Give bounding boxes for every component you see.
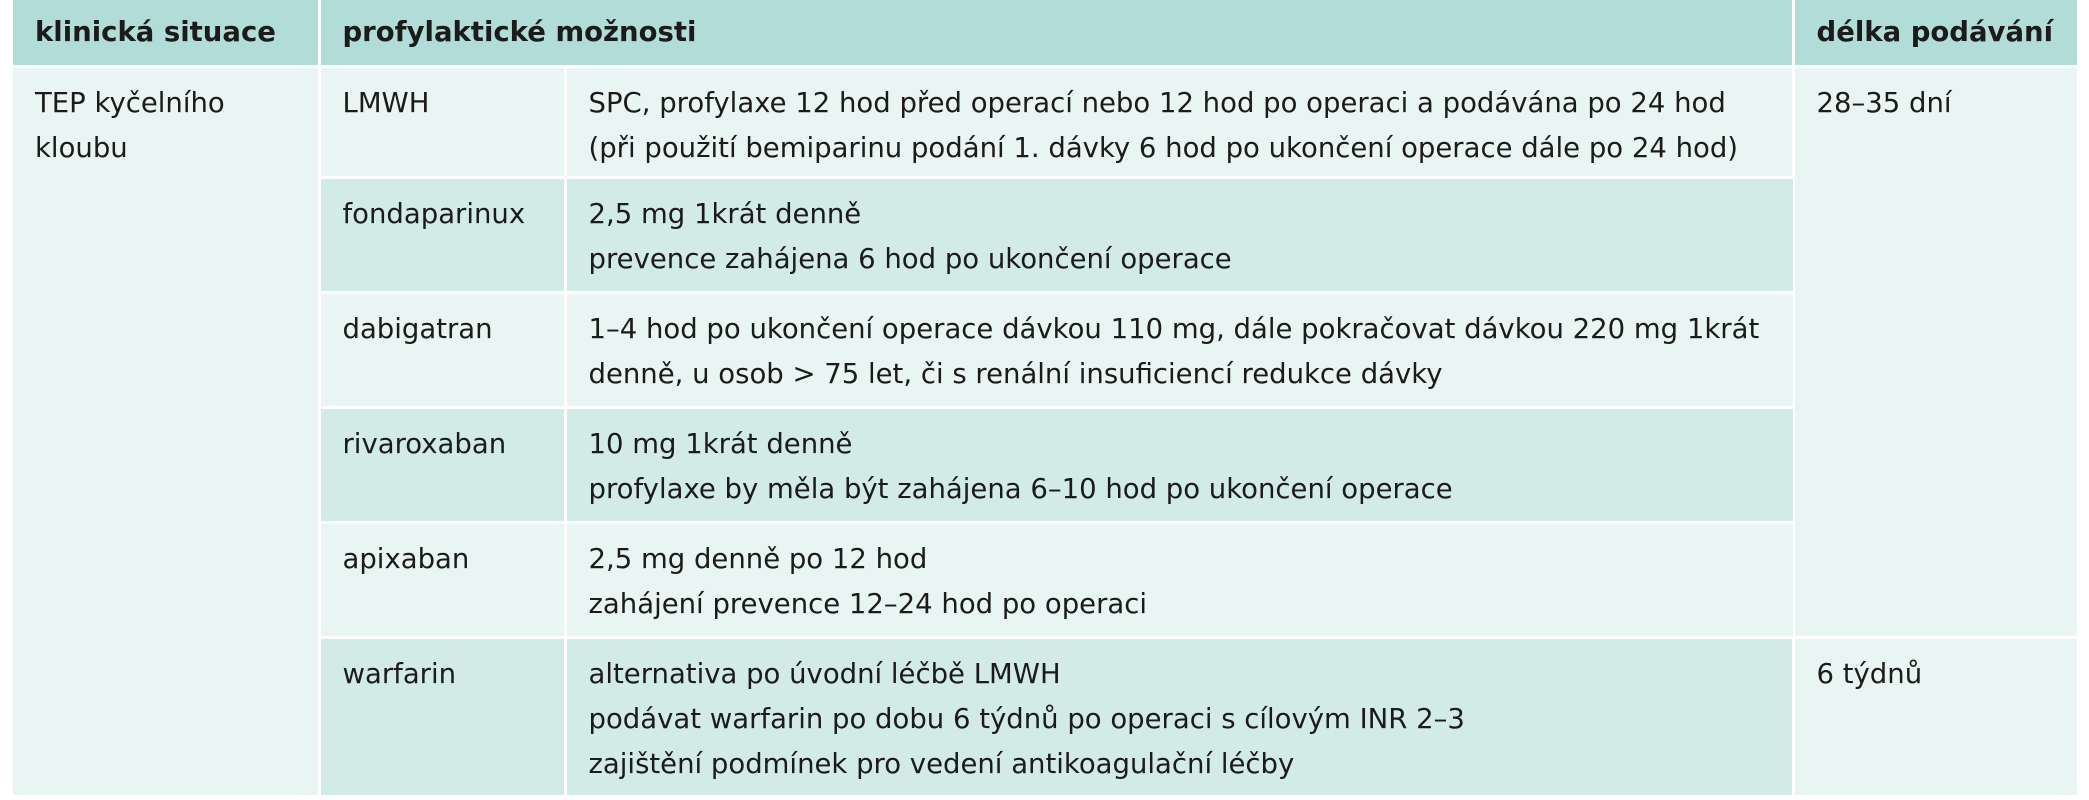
description-cell — [565, 293, 1793, 408]
description-cell — [565, 67, 1793, 178]
prophylaxis-table-container — [13, 0, 2077, 798]
description-line: profylaxe by měla být zahájena 6–10 hod po ukončení operace — [588, 473, 1453, 505]
description-cell — [565, 523, 1793, 638]
table-row — [13, 523, 2077, 638]
option-cell: warfarin — [319, 638, 565, 797]
description-cell — [565, 408, 1793, 523]
header-duration: délka podávání — [1793, 0, 2077, 67]
description-line: podávat warfarin po dobu 6 týdnů po operaci s cílovým INR 2–3 — [588, 703, 1465, 735]
header-prophylactic-options: profylaktické možnosti — [319, 0, 1793, 67]
header-clinical-situation: klinická situace — [13, 0, 319, 67]
description-cell — [565, 638, 1793, 797]
duration-cell: 28–35 dní — [1793, 67, 2077, 638]
option-cell: LMWH — [319, 67, 565, 178]
prophylaxis-table — [13, 0, 2077, 798]
situation-line: kloubu — [35, 132, 128, 164]
situation-line: TEP kyčelního — [35, 87, 225, 119]
description-line: 1–4 hod po ukončení operace dávkou 110 mg, dále pokračovat dávkou 220 mg 1krát — [588, 313, 1760, 345]
description-line: SPC, profylaxe 12 hod před operací nebo 12 hod po operaci a podávána po 24 hod — [588, 87, 1726, 119]
table-row — [13, 638, 2077, 797]
clinical-situation-cell — [13, 67, 319, 797]
description-line: alternativa po úvodní léčbě LMWH — [588, 658, 1061, 690]
description-line: zahájení prevence 12–24 hod po operaci — [588, 588, 1147, 620]
description-line: (při použití bemiparinu podání 1. dávky 6 hod po ukončení operace dále po 24 hod) — [588, 132, 1739, 164]
option-cell: dabigatran — [319, 293, 565, 408]
table-header-row — [13, 0, 2077, 67]
table-row — [13, 67, 2077, 178]
table-row — [13, 408, 2077, 523]
description-line: 2,5 mg denně po 12 hod — [588, 543, 928, 575]
description-line: zajištění podmínek pro vedení antikoagulační léčby — [588, 748, 1295, 780]
option-cell: apixaban — [319, 523, 565, 638]
table-row — [13, 293, 2077, 408]
table-row — [13, 178, 2077, 293]
duration-cell-warfarin: 6 týdnů — [1793, 638, 2077, 797]
description-line: denně, u osob > 75 let, či s renální insuficiencí redukce dávky — [588, 358, 1443, 390]
description-line: prevence zahájena 6 hod po ukončení operace — [588, 243, 1232, 275]
description-cell — [565, 178, 1793, 293]
option-cell: fondaparinux — [319, 178, 565, 293]
description-line: 2,5 mg 1krát denně — [588, 198, 862, 230]
description-line: 10 mg 1krát denně — [588, 428, 853, 460]
option-cell: rivaroxaban — [319, 408, 565, 523]
